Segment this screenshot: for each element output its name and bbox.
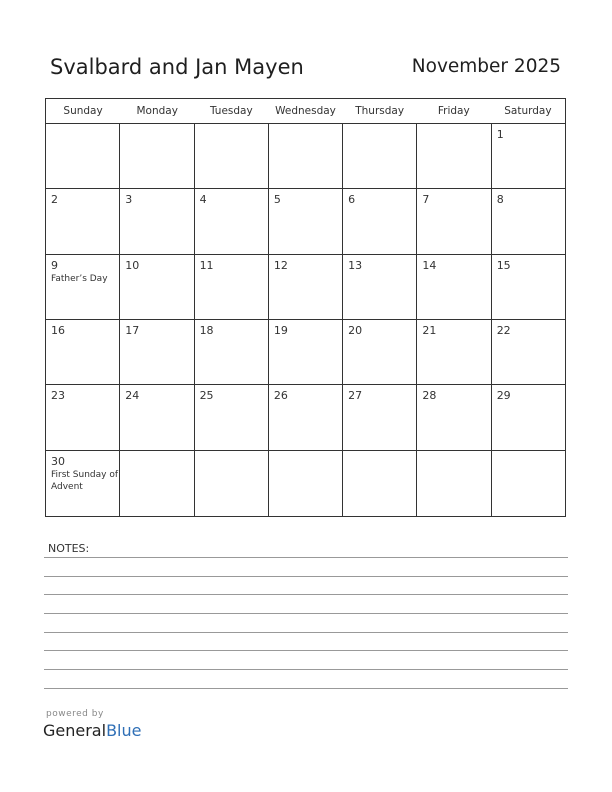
day-grid bbox=[46, 124, 565, 516]
week-row bbox=[46, 124, 565, 189]
day-number: 30 bbox=[51, 454, 65, 468]
note-line bbox=[44, 650, 568, 651]
day-cell bbox=[120, 451, 194, 516]
day-number: 5 bbox=[273, 193, 281, 207]
day-number: 14 bbox=[422, 258, 437, 272]
brand-general: General bbox=[43, 721, 107, 740]
day-number: 16 bbox=[51, 323, 65, 337]
day-cell bbox=[492, 255, 565, 319]
day-cell bbox=[492, 320, 565, 384]
day-cell bbox=[195, 320, 269, 384]
holiday-label: First Sunday of Advent bbox=[51, 469, 119, 492]
note-line bbox=[44, 669, 568, 670]
weekday-saturday: Saturday bbox=[504, 105, 552, 117]
calendar-grid bbox=[45, 98, 566, 517]
day-number: 17 bbox=[125, 323, 140, 337]
day-cell bbox=[492, 451, 565, 516]
powered-by-text: powered by bbox=[46, 709, 104, 719]
day-cell bbox=[417, 255, 491, 319]
weekday-tuesday: Tuesday bbox=[209, 105, 253, 117]
day-cell bbox=[343, 320, 417, 384]
day-number: 7 bbox=[422, 193, 430, 207]
day-number: 2 bbox=[51, 193, 58, 207]
day-cell bbox=[269, 451, 343, 516]
week-row bbox=[46, 451, 565, 516]
day-cell bbox=[195, 385, 269, 449]
week-row bbox=[46, 189, 565, 254]
day-cell bbox=[492, 124, 565, 188]
day-number: 27 bbox=[348, 389, 363, 403]
week-row bbox=[46, 255, 565, 320]
week-row bbox=[46, 385, 565, 450]
day-number: 19 bbox=[273, 323, 288, 337]
day-cell bbox=[417, 385, 491, 449]
notes-label: NOTES: bbox=[48, 542, 90, 555]
day-cell bbox=[195, 255, 269, 319]
day-number: 29 bbox=[496, 389, 511, 403]
day-number: 11 bbox=[199, 258, 214, 272]
day-cell bbox=[417, 124, 491, 188]
day-cell bbox=[269, 189, 343, 253]
day-number: 8 bbox=[496, 193, 504, 207]
day-number: 18 bbox=[199, 323, 214, 337]
day-cell bbox=[343, 451, 417, 516]
weekday-sunday: Sunday bbox=[63, 105, 103, 117]
holiday-label: Father’s Day bbox=[51, 273, 108, 284]
day-cell bbox=[269, 385, 343, 449]
day-cell bbox=[417, 189, 491, 253]
brand-blue: Blue bbox=[106, 721, 142, 740]
day-number: 15 bbox=[496, 258, 511, 272]
day-number: 25 bbox=[199, 389, 214, 403]
day-number: 13 bbox=[348, 258, 363, 272]
day-cell bbox=[195, 451, 269, 516]
week-row bbox=[46, 320, 565, 385]
note-line bbox=[44, 688, 568, 689]
day-cell bbox=[46, 255, 120, 319]
day-cell bbox=[417, 320, 491, 384]
day-number: 26 bbox=[273, 389, 288, 403]
weekday-monday: Monday bbox=[136, 105, 178, 117]
note-line bbox=[44, 576, 568, 577]
day-number: 4 bbox=[199, 193, 207, 207]
day-cell bbox=[343, 189, 417, 253]
day-number: 10 bbox=[125, 258, 140, 272]
day-cell bbox=[120, 255, 194, 319]
day-cell bbox=[343, 255, 417, 319]
day-cell bbox=[343, 385, 417, 449]
day-number: 6 bbox=[348, 193, 356, 207]
weekday-wednesday: Wednesday bbox=[275, 105, 336, 117]
weekday-friday: Friday bbox=[437, 105, 470, 117]
generalblue-logo bbox=[43, 721, 141, 740]
day-cell bbox=[120, 189, 194, 253]
note-line bbox=[44, 632, 568, 633]
day-cell bbox=[120, 385, 194, 449]
day-cell bbox=[120, 320, 194, 384]
note-line bbox=[44, 594, 568, 595]
day-cell bbox=[46, 189, 120, 253]
day-number: 12 bbox=[273, 258, 288, 272]
day-number: 22 bbox=[496, 323, 511, 337]
day-number: 21 bbox=[422, 323, 437, 337]
day-number: 20 bbox=[348, 323, 363, 337]
month-year: November 2025 bbox=[411, 56, 561, 77]
day-cell bbox=[492, 189, 565, 253]
day-cell bbox=[269, 255, 343, 319]
day-cell bbox=[492, 385, 565, 449]
note-line bbox=[44, 557, 568, 558]
day-cell bbox=[269, 320, 343, 384]
day-cell bbox=[195, 124, 269, 188]
day-number: 24 bbox=[125, 389, 140, 403]
day-number: 3 bbox=[125, 193, 133, 207]
day-number: 23 bbox=[51, 389, 65, 403]
day-number: 9 bbox=[51, 258, 58, 272]
weekday-header-row bbox=[46, 99, 565, 124]
day-cell bbox=[417, 451, 491, 516]
weekday-thursday: Thursday bbox=[355, 105, 405, 117]
day-cell bbox=[343, 124, 417, 188]
day-cell bbox=[120, 124, 194, 188]
day-cell bbox=[46, 320, 120, 384]
day-number: 28 bbox=[422, 389, 437, 403]
calendar-title: Svalbard and Jan Mayen bbox=[50, 55, 304, 79]
day-cell bbox=[46, 385, 120, 449]
day-number: 1 bbox=[496, 128, 504, 141]
note-line bbox=[44, 613, 568, 614]
day-cell bbox=[46, 124, 120, 188]
day-cell bbox=[195, 189, 269, 253]
day-cell bbox=[269, 124, 343, 188]
day-cell bbox=[46, 451, 120, 516]
